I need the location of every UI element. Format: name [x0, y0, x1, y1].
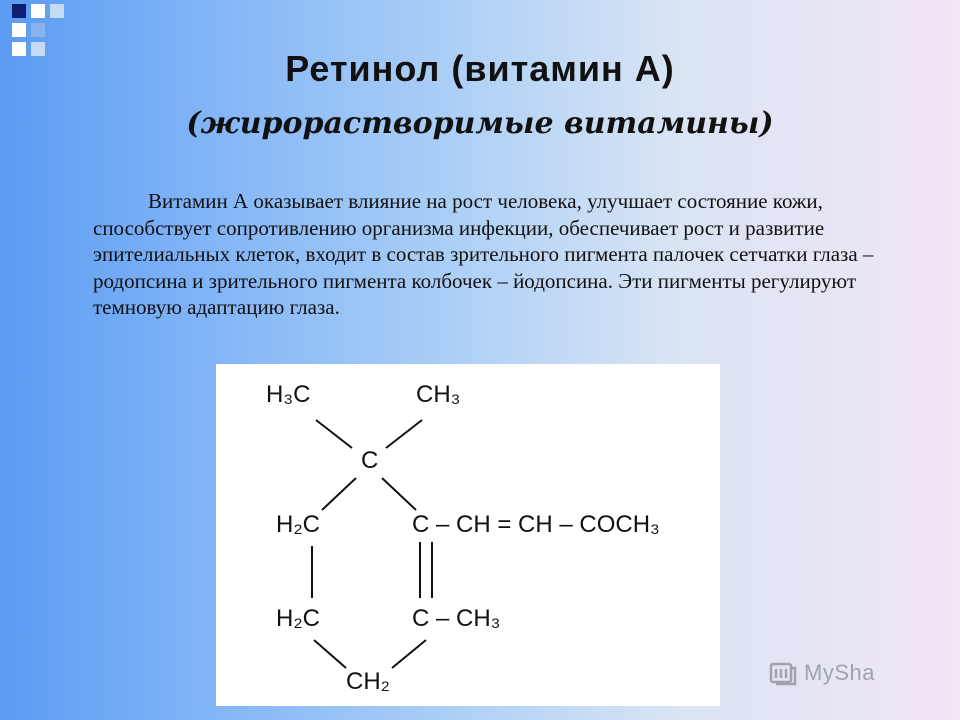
mysharedbook-icon [768, 658, 798, 688]
formula-bottom: CH₂ [346, 668, 390, 695]
slide-body-text: Витамин А оказывает влияние на рост человека, улучшает состояние кожи, способствует сопротивлению организма инфекции, обеспечивает рост и развитие эпителиальных клеток, входит в состав зрительного пигмента палочек сетчатки глаза – родопсина и зрительного пигмента колбочек – йодопсина. Эти пигменты регулируют темновую адаптацию глаза. [93, 189, 874, 319]
bond-lowleft-bottom [314, 640, 346, 668]
formula-low-left: H₂C [276, 605, 320, 632]
bond-topright-center [386, 420, 422, 448]
formula-center-c: C [361, 447, 379, 474]
bond-center-midleft [322, 478, 356, 510]
bond-lowright-bottom [392, 640, 426, 668]
decor-square-1 [12, 4, 26, 18]
decor-square-3 [50, 4, 64, 18]
formula-diagram [216, 364, 720, 706]
formula-top-left: H₃C [266, 381, 311, 408]
formula-mid-left: H₂C [276, 511, 320, 538]
watermark [768, 656, 928, 690]
formula-chain: C – CH = CH – COCH₃ [412, 511, 660, 538]
slide-title: Ретинол (витамин А) [285, 48, 675, 89]
decor-square-4 [12, 23, 26, 37]
formula-low-right: C – CH₃ [412, 605, 501, 632]
formula-top-right: CH₃ [416, 381, 461, 408]
watermark-text: MySha [804, 660, 875, 685]
slide-subtitle: (жирорастворимые витамины) [186, 106, 774, 141]
bond-center-chain [382, 478, 416, 510]
decor-square-2 [31, 4, 45, 18]
structural-formula [216, 364, 720, 706]
bond-topleft-center [316, 420, 352, 448]
decor-square-5 [31, 23, 45, 37]
